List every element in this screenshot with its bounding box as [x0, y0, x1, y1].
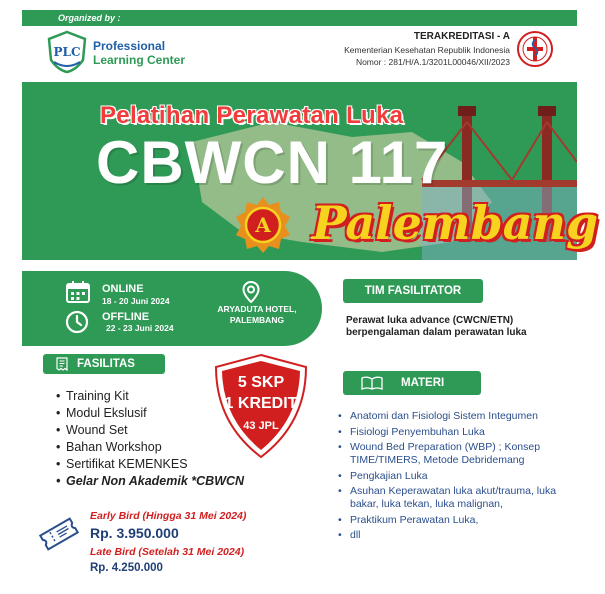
fasilitator-description: Perawat luka advance (CWCN/ETN) berpengalaman dalam perawatan luka [346, 315, 527, 338]
list-item: • Wound Bed Preparation (WBP) ; Konsep TIME/TIMERS, Metode Debridemang [338, 441, 563, 467]
accreditation-number: Nomor : 281/H/A.1/3201L00046/XII/2023 [355, 57, 510, 67]
list-item: • dll [338, 529, 563, 542]
fasilitator-heading: TIM FASILITATOR [364, 285, 462, 297]
organized-by-label: Organized by : [58, 13, 121, 23]
accreditation-title: TERAKREDITASI - A [413, 31, 510, 42]
training-city: Palembang [312, 196, 599, 250]
late-bird-label: Late Bird (Setelah 31 Mei 2024) [90, 546, 245, 558]
brand-name-line2: Learning Center [93, 53, 186, 67]
online-label: ONLINE [102, 283, 144, 295]
receipt-icon [55, 357, 69, 371]
offline-dates: 22 - 23 Juni 2024 [106, 323, 174, 333]
list-item: • Bahan Workshop [56, 439, 244, 456]
fasilitas-heading: FASILITAS [77, 358, 135, 370]
training-title: CBWCN 117 [96, 129, 449, 196]
plc-logo-text: PLC [53, 45, 81, 59]
late-bird-price: Rp. 4.250.000 [90, 562, 163, 574]
list-item: • Pengkajian Luka [338, 470, 563, 483]
materi-heading: MATERI [401, 377, 445, 389]
fasilitas-heading-tag [43, 354, 165, 374]
training-subtitle: Pelatihan Perawatan Luka [100, 102, 404, 129]
offline-label: OFFLINE [102, 311, 150, 323]
kredit-value: 1 KREDIT [224, 395, 298, 412]
book-icon [361, 376, 383, 390]
calendar-icon [66, 281, 90, 303]
list-item: • Training Kit [56, 388, 244, 405]
list-item: • Modul Ekslusif [56, 405, 244, 422]
brand-name-line1: Professional [93, 39, 166, 53]
accreditation-org: Kementerian Kesehatan Republik Indonesia [344, 45, 510, 55]
list-item: • Fisiologi Penyembuhan Luka [338, 426, 563, 439]
online-dates: 18 - 20 Juni 2024 [102, 296, 170, 306]
early-bird-price: Rp. 3.950.000 [90, 525, 179, 541]
list-item: • Wound Set [56, 422, 244, 439]
list-item: • Sertifikat KEMENKES [56, 456, 244, 473]
plc-logo-icon [46, 30, 88, 74]
fasilitator-heading-tag [343, 279, 483, 303]
list-item: • Praktikum Perawatan Luka, [338, 514, 563, 527]
venue-text: ARYADUTA HOTEL, PALEMBANG [217, 304, 297, 325]
list-item-highlight: • Gelar Non Akademik *CBWCN [56, 473, 244, 490]
skp-value: 5 SKP [237, 374, 285, 391]
materi-list [338, 410, 563, 545]
list-item: • Anatomi dan Fisiologi Sistem Integumen [338, 410, 563, 423]
early-bird-label: Early Bird (Hingga 31 Mei 2024) [90, 510, 247, 522]
clock-icon [65, 310, 89, 334]
accreditation-a-badge-icon [233, 195, 293, 255]
jpl-value: 43 JPL [243, 420, 279, 432]
badge-letter: A [255, 213, 271, 237]
ticket-icon [38, 516, 80, 552]
kemenkes-seal-icon [517, 31, 553, 67]
materi-heading-tag [343, 371, 481, 395]
location-pin-icon [242, 281, 260, 303]
list-item: • Asuhan Keperawatan luka akut/trauma, luka bakar, luka tekan, luka malignan, [338, 485, 563, 511]
